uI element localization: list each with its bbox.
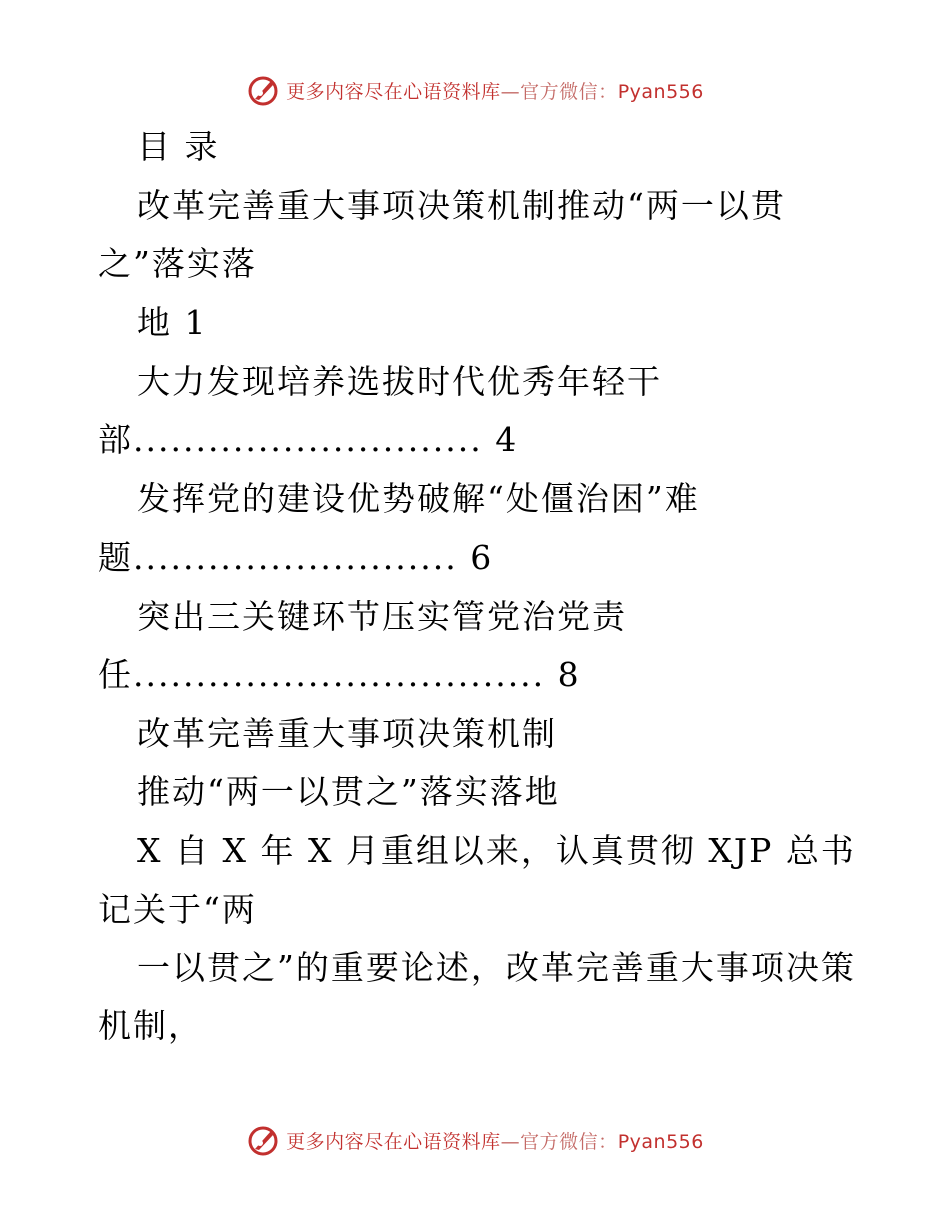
quill-seal-icon <box>246 1123 280 1157</box>
watermark-content <box>246 1123 704 1157</box>
toc-entry-3-line-1: 发挥党的建设优势破解“处僵治困”难 <box>137 479 700 518</box>
paragraph-line-3: 一以贯之”的重要论述，改革完善重大事项决策 <box>137 948 856 987</box>
footer-watermark <box>0 1120 950 1160</box>
quill-seal-icon <box>246 73 280 107</box>
section-title-line-1: 改革完善重大事项决策机制 <box>137 714 557 753</box>
watermark-text <box>286 1127 704 1154</box>
header-watermark <box>0 70 950 110</box>
paragraph-line-1: X 自 X 年 X 月重组以来，认真贯彻 XJP 总书 <box>137 831 856 870</box>
toc-entry-4-line-1: 突出三关键环节压实管党治党责 <box>137 597 627 636</box>
toc-entry-4-line-2: 任................................. 8 <box>98 655 581 694</box>
toc-heading: 目 录 <box>137 127 220 166</box>
section-title-line-2: 推动“两一以贯之”落实落地 <box>137 772 560 811</box>
toc-entry-2-line-2: 部............................ 4 <box>98 420 519 459</box>
paragraph-line-4: 机制， <box>98 1006 203 1045</box>
watermark-wechat-id: Pyan556 <box>617 80 704 103</box>
toc-entry-1-line-1: 改革完善重大事项决策机制推动“两一以贯 <box>137 186 786 225</box>
toc-entry-1-line-3: 地 1 <box>137 303 208 342</box>
watermark-wechat-id: Pyan556 <box>617 1130 704 1153</box>
watermark-brand: 更多内容尽在心语资料库 <box>286 80 501 103</box>
toc-entry-3-line-2: 题.......................... 6 <box>98 538 494 577</box>
watermark-brand: 更多内容尽在心语资料库 <box>286 1130 501 1153</box>
watermark-separator: —官方微信： <box>500 1130 618 1153</box>
watermark-content <box>246 73 704 107</box>
toc-entry-1-line-2: 之”落实落 <box>98 244 257 283</box>
watermark-separator: —官方微信： <box>500 80 618 103</box>
watermark-text <box>286 77 704 104</box>
toc-entry-2-line-1: 大力发现培养选拔时代优秀年轻干 <box>137 362 662 401</box>
paragraph-line-2: 记关于“两 <box>98 890 257 929</box>
